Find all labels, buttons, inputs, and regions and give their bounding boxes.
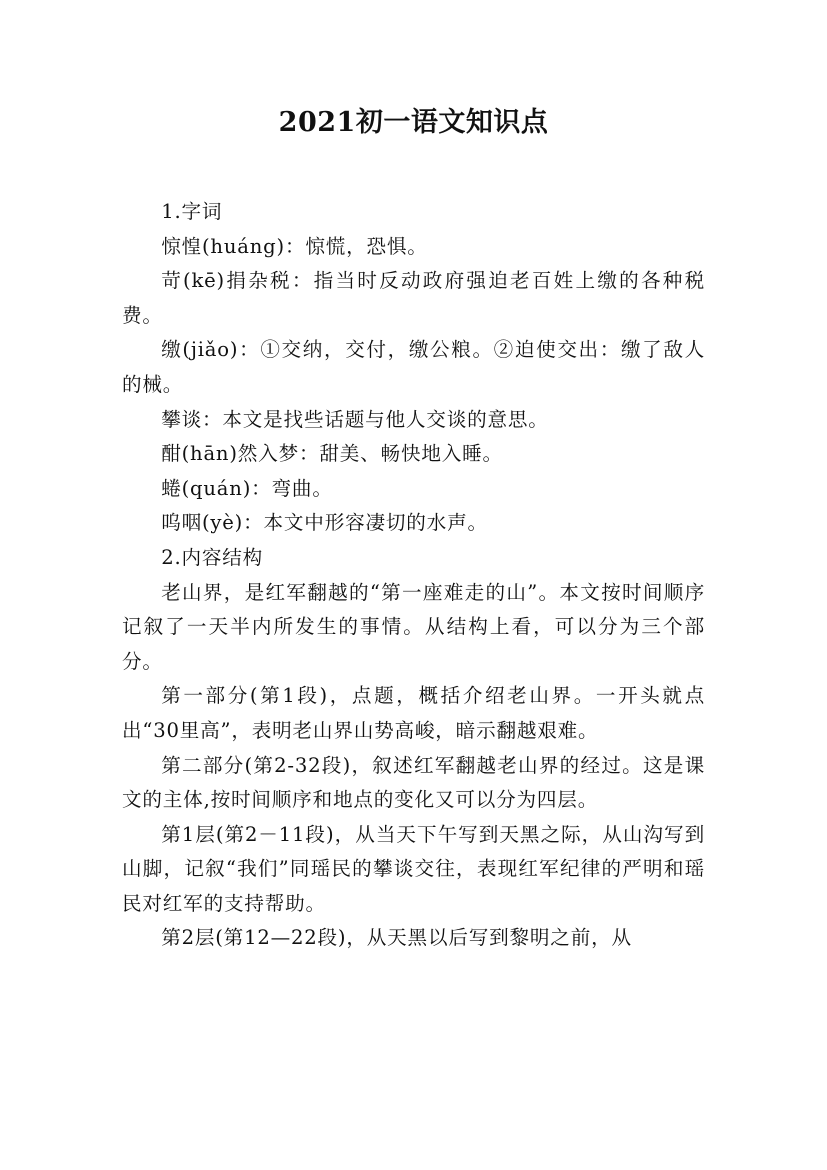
- paragraph: 苛(kē)捐杂税：指当时反动政府强迫老百姓上缴的各种税费。: [122, 269, 705, 327]
- paragraph: 老山界，是红军翻越的“第一座难走的山”。本文按时间顺序记叙了一天半内所发生的事情。从结构上看，可以分为三个部分。: [122, 580, 705, 673]
- paragraph: 第1层(第2－11段)，从当天下午写到天黑之际，从山沟写到山脚，记叙“我们”同瑶民的攀谈交往，表现红军纪律的严明和瑶民对红军的支持帮助。: [122, 822, 705, 915]
- paragraph: 第2层(第12—22段)，从天黑以后写到黎明之前，从: [161, 926, 632, 950]
- paragraph: 缴(jiǎo)：①交纳，交付，缴公粮。②迫使交出：缴了敌人的械。: [122, 338, 705, 396]
- section-heading: 1.字词: [161, 200, 223, 223]
- document-body: [122, 195, 705, 956]
- paragraph: 酣(hān)然入梦：甜美、畅快地入睡。: [161, 442, 503, 466]
- paragraph: 攀谈：本文是找些话题与他人交谈的意思。: [161, 407, 549, 431]
- paragraph: 第一部分(第1段)，点题，概括介绍老山界。一开头就点出“30里高”，表明老山界山势高峻，暗示翻越艰难。: [122, 684, 705, 742]
- paragraph: 蜷(quán)：弯曲。: [161, 476, 333, 500]
- paragraph: 第二部分(第2-32段)，叙述红军翻越老山界的经过。这是课文的主体,按时间顺序和地点的变化又可以分为四层。: [122, 753, 705, 812]
- section-heading: 2.内容结构: [161, 545, 264, 569]
- paragraph: 呜咽(yè)：本文中形容凄切的水声。: [161, 511, 488, 535]
- document-title: 2021初一语文知识点: [278, 107, 549, 138]
- paragraph: 惊惶(huáng)：惊慌，恐惧。: [161, 234, 428, 258]
